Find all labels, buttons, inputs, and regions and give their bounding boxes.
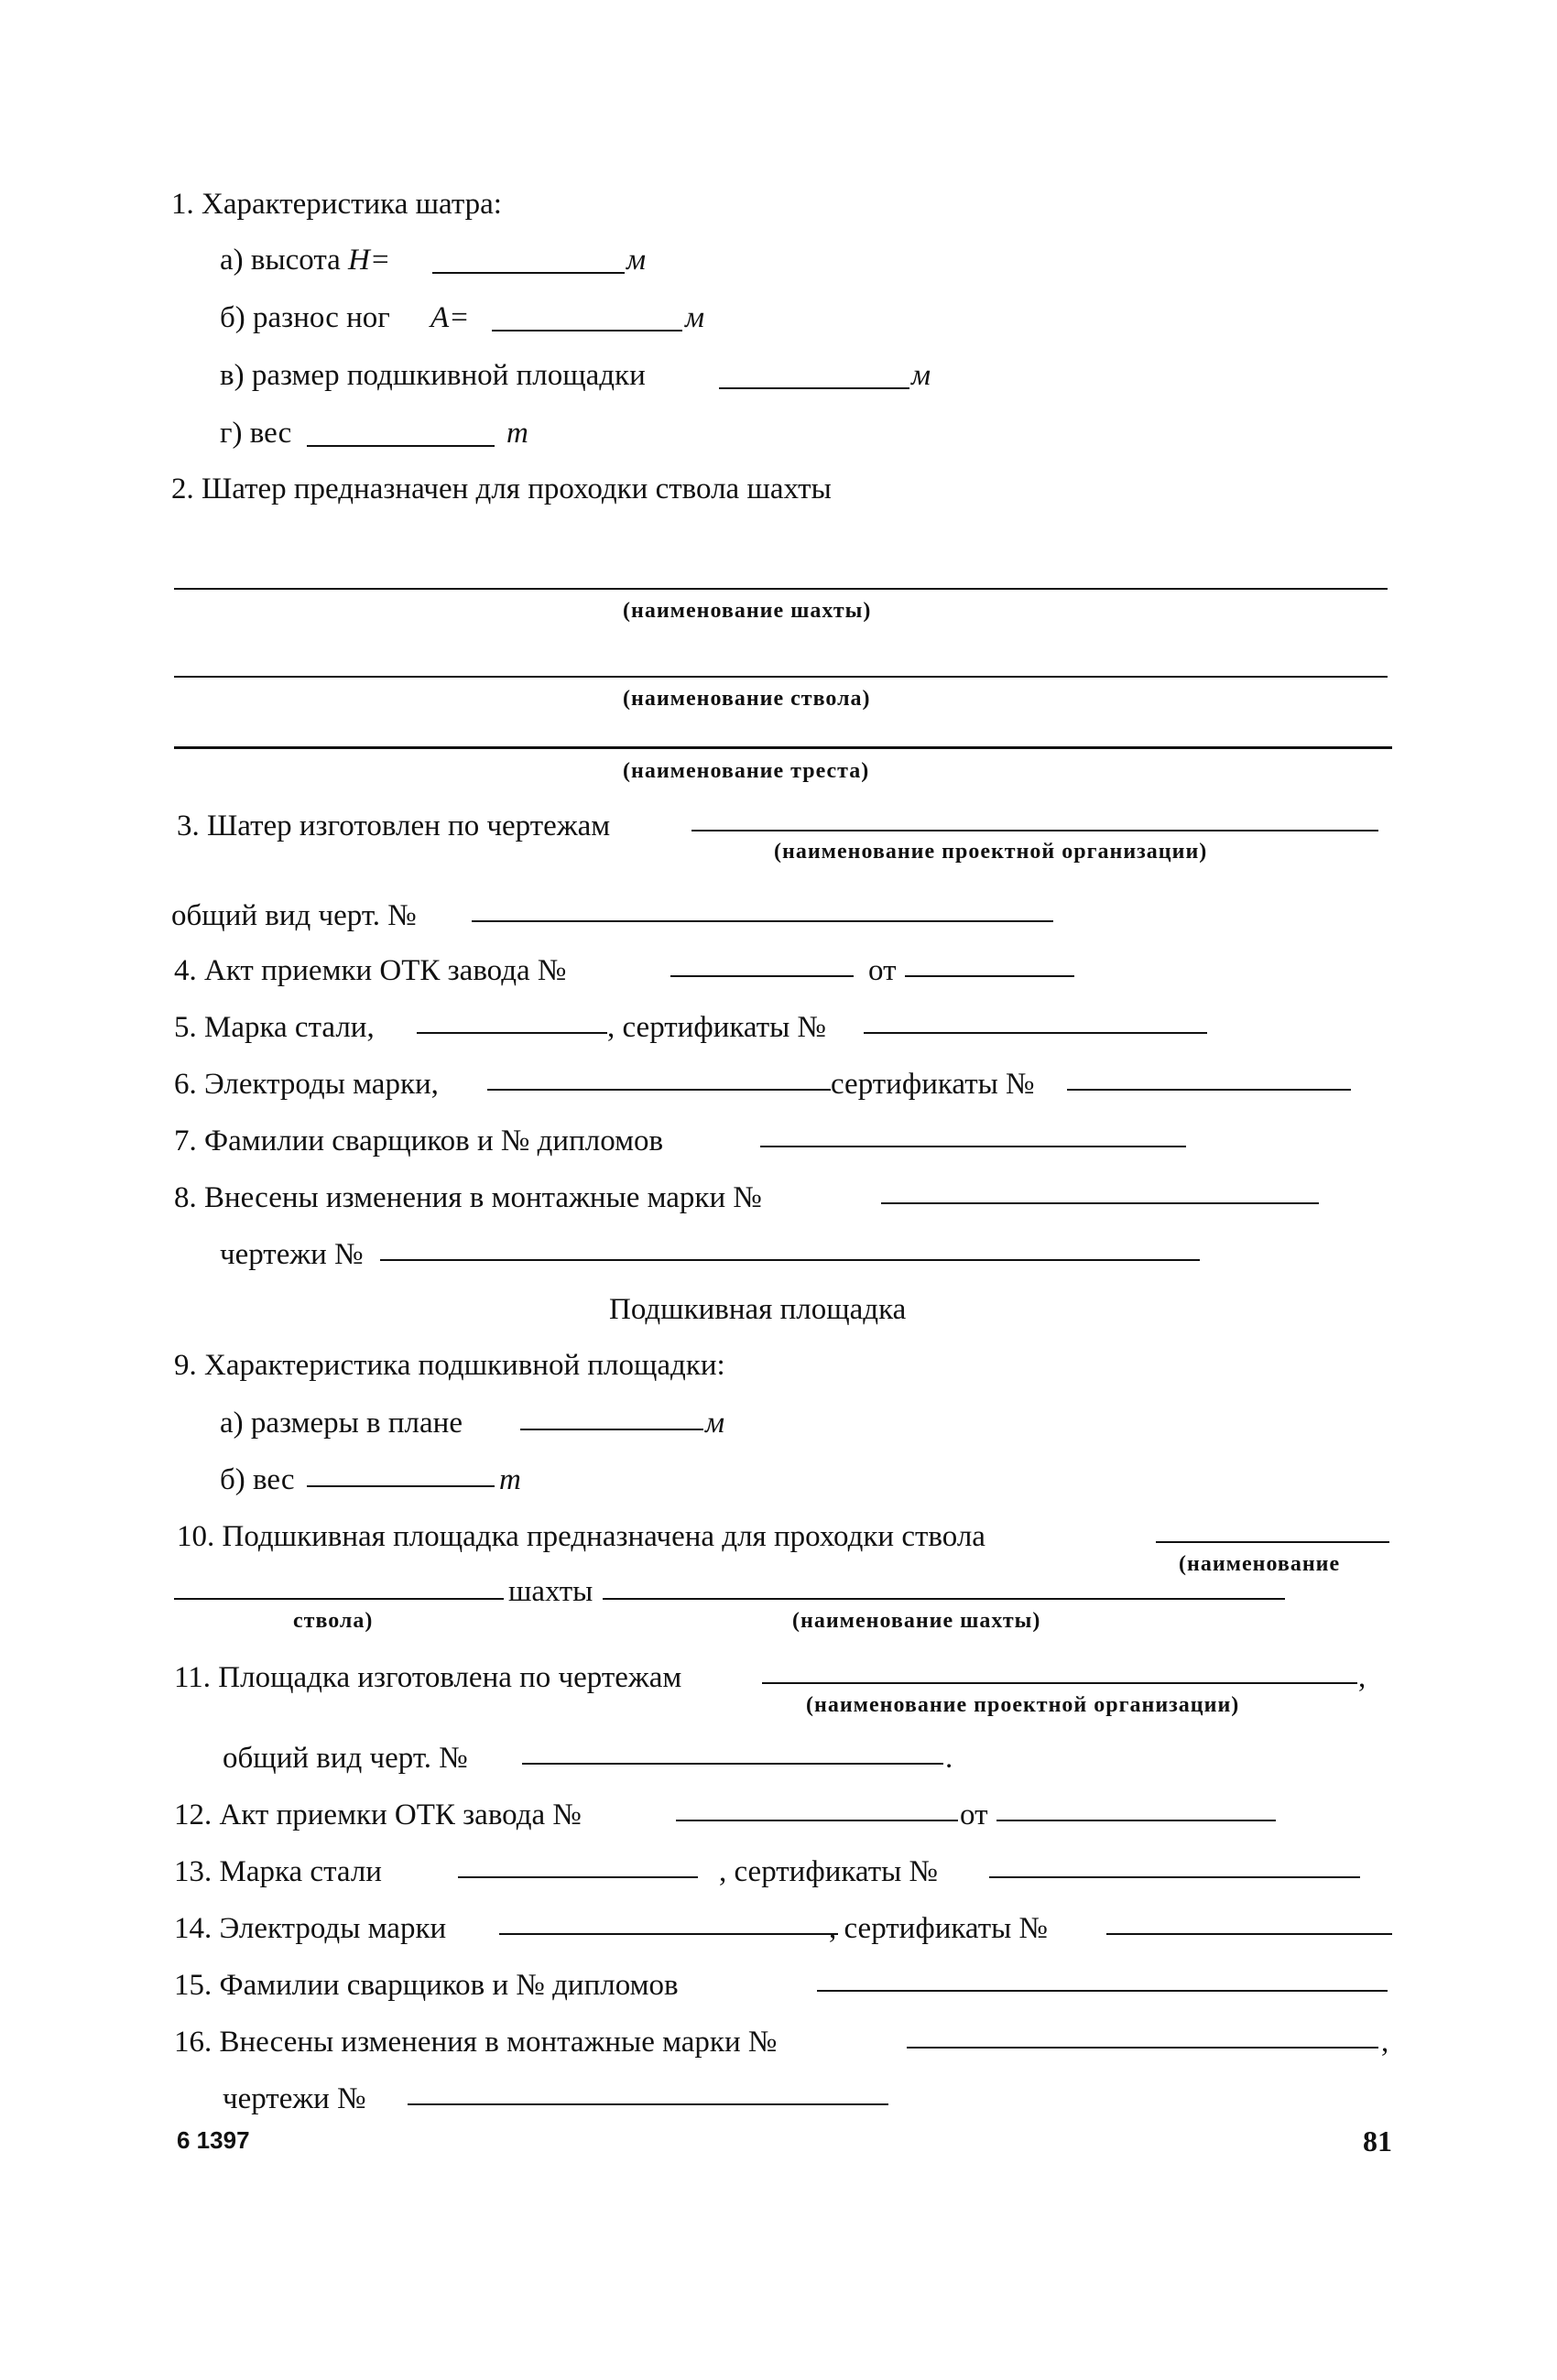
item-8-blank[interactable] bbox=[881, 1202, 1319, 1204]
item-9-title: 9. Характеристика подшкивной площадки: bbox=[174, 1349, 725, 1382]
item-16-blank[interactable] bbox=[907, 2047, 1378, 2049]
item-1-title: 1. Характеристика шатра: bbox=[171, 188, 502, 221]
item-4-date-blank[interactable] bbox=[905, 975, 1074, 977]
item-1c-unit: м bbox=[911, 359, 931, 392]
item-5-cert: , сертификаты № bbox=[607, 1011, 827, 1044]
item-1b-symbol: A= bbox=[430, 301, 470, 334]
item-13-cert: , сертификаты № bbox=[719, 1855, 939, 1888]
item-8b-label: чертежи № bbox=[220, 1238, 364, 1271]
item-4-from: от bbox=[868, 954, 897, 987]
item-6-electrode-blank[interactable] bbox=[487, 1089, 831, 1091]
caption-item10-mine: (наименование шахты) bbox=[792, 1609, 1041, 1633]
item-11b-label: общий вид черт. № bbox=[223, 1742, 468, 1775]
item-11b-blank[interactable] bbox=[522, 1763, 943, 1765]
item-9b-label: б) вес bbox=[220, 1463, 295, 1496]
item-5-cert-blank[interactable] bbox=[864, 1032, 1207, 1034]
item-7-blank[interactable] bbox=[760, 1146, 1186, 1147]
item-2-text: 2. Шатер предназначен для проходки ствола шахты bbox=[171, 473, 832, 505]
caption-item10-shaft: ствола) bbox=[293, 1609, 374, 1633]
item-5-text: 5. Марка стали, bbox=[174, 1011, 375, 1044]
item-9a-unit: м bbox=[705, 1407, 725, 1440]
item-10-mine-blank[interactable] bbox=[603, 1598, 1285, 1600]
item-13-text: 13. Марка стали bbox=[174, 1855, 382, 1888]
caption-trust: (наименование треста) bbox=[623, 759, 870, 783]
item-5-steel-blank[interactable] bbox=[417, 1032, 607, 1034]
item-9a-blank[interactable] bbox=[520, 1429, 703, 1430]
item-15-text: 15. Фамилии сварщиков и № дипломов bbox=[174, 1969, 679, 2002]
item-1d-blank[interactable] bbox=[307, 445, 495, 447]
section-heading: Подшкивная площадка bbox=[609, 1293, 907, 1326]
item-6-cert-blank[interactable] bbox=[1067, 1089, 1351, 1091]
item-10-shaft-blank[interactable] bbox=[1156, 1541, 1389, 1543]
item-11-comma: , bbox=[1358, 1661, 1366, 1694]
item-14-cert-blank[interactable] bbox=[1106, 1933, 1392, 1935]
item-1b-unit: м bbox=[685, 301, 705, 334]
item-6-cert: сертификаты № bbox=[831, 1068, 1035, 1101]
item-9b-blank[interactable] bbox=[307, 1485, 495, 1487]
item-12-text: 12. Акт приемки ОТК завода № bbox=[174, 1799, 582, 1831]
item-12-number-blank[interactable] bbox=[676, 1820, 958, 1821]
item-1a-symbol: H= bbox=[348, 244, 391, 277]
item-1a-blank[interactable] bbox=[432, 272, 625, 274]
item-14-text: 14. Электроды марки bbox=[174, 1912, 447, 1945]
item-3b-label: общий вид черт. № bbox=[171, 899, 417, 932]
item-16b-label: чертежи № bbox=[223, 2082, 366, 2115]
item-15-blank[interactable] bbox=[817, 1990, 1388, 1992]
item-6-text: 6. Электроды марки, bbox=[174, 1068, 439, 1101]
item-1b-blank[interactable] bbox=[492, 330, 682, 331]
caption-mine: (наименование шахты) bbox=[623, 599, 872, 623]
item-1a-label: а) высота bbox=[220, 244, 341, 277]
item-16-comma: , bbox=[1381, 2026, 1389, 2059]
item-10-mine-label: шахты bbox=[508, 1575, 593, 1608]
item-13-cert-blank[interactable] bbox=[989, 1876, 1360, 1878]
item-12-from: от bbox=[960, 1799, 988, 1831]
item-4-number-blank[interactable] bbox=[670, 975, 854, 977]
item-10-text: 10. Подшкивная площадка предназначена для проходки ствола bbox=[177, 1520, 985, 1553]
item-11-text: 11. Площадка изготовлена по чертежам bbox=[174, 1661, 682, 1694]
item-8b-blank[interactable] bbox=[380, 1259, 1200, 1261]
item-11-blank[interactable] bbox=[762, 1682, 1357, 1684]
item-1d-label: г) вес bbox=[220, 417, 292, 450]
item-3-text: 3. Шатер изготовлен по чертежам bbox=[177, 810, 611, 842]
caption-shaft: (наименование ствола) bbox=[623, 687, 871, 711]
caption-item10-naming: (наименование bbox=[1179, 1552, 1341, 1576]
page-number: 81 bbox=[1363, 2125, 1392, 2157]
item-1c-label: в) размер подшкивной площадки bbox=[220, 359, 646, 392]
print-code: 6 1397 bbox=[177, 2126, 250, 2154]
mine-name-line[interactable] bbox=[174, 588, 1388, 590]
item-3-blank[interactable] bbox=[691, 830, 1378, 831]
item-12-date-blank[interactable] bbox=[996, 1820, 1276, 1821]
item-9a-label: а) размеры в плане bbox=[220, 1407, 463, 1440]
item-9b-unit: т bbox=[499, 1463, 521, 1496]
item-16-text: 16. Внесены изменения в монтажные марки № bbox=[174, 2026, 778, 2059]
item-7-text: 7. Фамилии сварщиков и № дипломов bbox=[174, 1125, 664, 1157]
item-10-shaft-blank-2[interactable] bbox=[174, 1598, 504, 1600]
caption-design-org-2: (наименование проектной организации) bbox=[806, 1693, 1240, 1717]
item-1a-unit: м bbox=[626, 244, 647, 277]
item-16b-blank[interactable] bbox=[408, 2103, 888, 2105]
item-4-text: 4. Акт приемки ОТК завода № bbox=[174, 954, 567, 987]
item-11b-dot: . bbox=[945, 1742, 953, 1775]
shaft-name-line[interactable] bbox=[174, 676, 1388, 678]
caption-design-org: (наименование проектной организации) bbox=[774, 840, 1208, 864]
item-3b-blank[interactable] bbox=[472, 920, 1053, 922]
trust-name-line[interactable] bbox=[174, 746, 1392, 749]
item-1d-unit: т bbox=[506, 417, 528, 450]
item-14-cert: , сертификаты № bbox=[829, 1912, 1049, 1945]
item-1c-blank[interactable] bbox=[719, 387, 909, 389]
item-8-text: 8. Внесены изменения в монтажные марки № bbox=[174, 1181, 762, 1214]
item-13-steel-blank[interactable] bbox=[458, 1876, 698, 1878]
item-1b-label: б) разнос ног bbox=[220, 301, 390, 334]
item-14-electrode-blank[interactable] bbox=[499, 1933, 838, 1935]
